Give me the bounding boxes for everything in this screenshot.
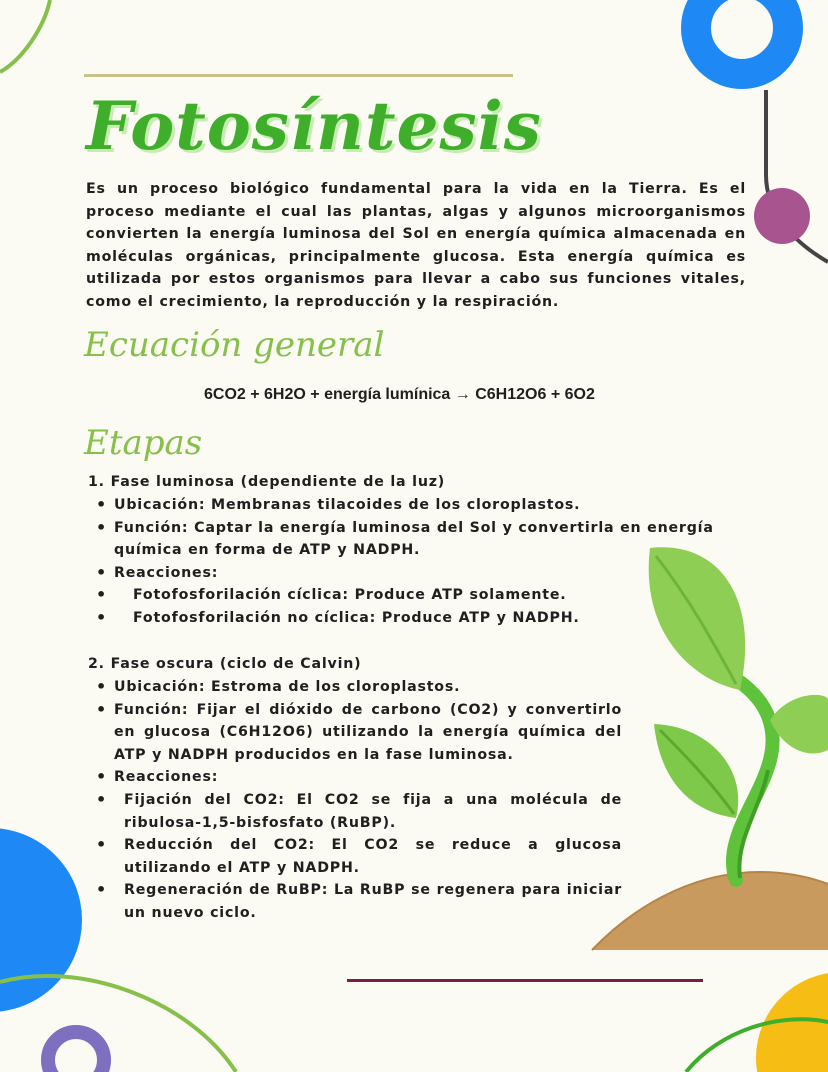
list-item: • Función: Fijar el dióxido de carbono (CO2) y convertirlo en glucosa (C6H12O6) utilizando la energía química del ATP y NADPH producidos en la fase luminosa.	[94, 699, 622, 767]
phase2-list	[94, 676, 622, 925]
list-item: • Fotofosforilación no cíclica: Produce ATP y NADPH.	[94, 607, 746, 630]
list-item: • Reacciones:	[94, 766, 622, 789]
equation-heading: Ecuación general	[84, 325, 385, 365]
list-item: • Regeneración de RuBP: La RuBP se regenera para iniciar un nuevo ciclo.	[94, 879, 622, 924]
chemical-equation: 6CO2 + 6H2O + energía lumínica → C6H12O6 + 6O2	[204, 386, 595, 403]
list-item: • Fijación del CO2: El CO2 se fija a una molécula de ribulosa-1,5-bisfosfato (RuBP).	[94, 789, 622, 834]
list-item: • Ubicación: Estroma de los cloroplastos.	[94, 676, 622, 699]
soil-mound	[592, 872, 828, 950]
top-divider	[84, 74, 513, 77]
blue-ring	[696, 0, 788, 74]
intro-paragraph: Es un proceso biológico fundamental para la vida en la Tierra. Es el proceso mediante el cual las plantas, algas y algunos microorganismos convierten la energía luminosa del Sol en energía química almacenada en moléculas orgánicas, principalmente glucosa. Esta energía química es utilizada por estos organismos para llevar a cabo sus funciones vitales, como el crecimiento, la reproducción y la respiración.	[86, 181, 746, 310]
phase1-list	[94, 494, 746, 630]
phase2-title: 2. Fase oscura (ciclo de Calvin)	[88, 656, 362, 672]
list-item: • Ubicación: Membranas tilacoides de los cloroplastos.	[94, 494, 746, 517]
list-item: • Función: Captar la energía luminosa del Sol y convertirla en energía química en forma de ATP y NADPH.	[94, 517, 746, 562]
purple-ring	[48, 1032, 104, 1072]
list-item: • Fotofosforilación cíclica: Produce ATP solamente.	[94, 584, 746, 607]
phase1-title: 1. Fase luminosa (dependiente de la luz)	[88, 474, 446, 490]
stages-heading: Etapas	[84, 423, 203, 463]
list-item: • Reducción del CO2: El CO2 se reduce a glucosa utilizando el ATP y NADPH.	[94, 834, 622, 879]
green-arc-top-left	[0, 0, 50, 72]
bottom-divider	[347, 979, 703, 982]
list-item: • Reacciones:	[94, 562, 746, 585]
magenta-dot	[754, 188, 810, 244]
page-title: Fotosíntesis	[86, 87, 542, 165]
blue-circle-left	[0, 828, 82, 1012]
